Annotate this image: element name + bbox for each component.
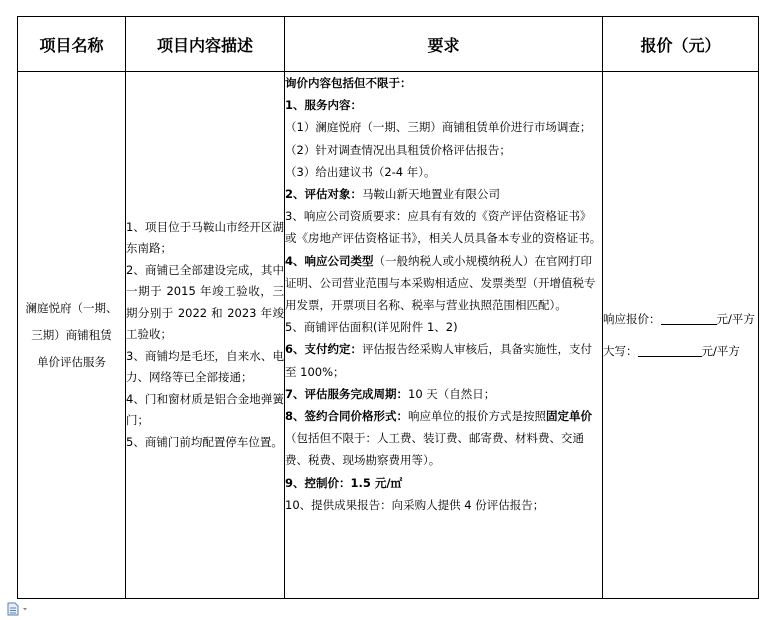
project-name-cell xyxy=(18,72,126,599)
quotation-table xyxy=(17,16,759,599)
contract-price-form: 8、签约合同价格形式：响应单位的报价方式是按照固定单价（包括但不限于：人工费、装订费、邮寄费、材料费、交通费、税费、现场勘察费用等）。 xyxy=(285,409,593,468)
company-type: 4、响应公司类型（一般纳税人或小规模纳税人）在官网打印证明、公司营业范围与本采购相适应、发票类型（开增值税专用发票，开票项目名称、税率与营业执照范围相匹配）。 xyxy=(285,253,596,313)
qualification-requirement: 3、响应公司资质要求：应具有有效的《资产评估资格证书》或《房地产评估资格证书》，相关人员具备本专业的资格证书。 xyxy=(285,209,602,246)
table-header-row xyxy=(18,17,759,72)
payment-terms: 6、支付约定：评估报告经采购人审核后，具备实施性，支付至 100%； xyxy=(285,342,593,379)
control-price: 9、控制价：1.5 元/㎡ xyxy=(285,475,403,490)
service-content-item: （1）澜庭悦府（一期、三期）商铺租赁单价进行市场调查； xyxy=(285,120,592,135)
capital-price-unit: 元/平方 xyxy=(701,344,740,358)
service-content-item: （3）给出建议书（2-4 年）。 xyxy=(285,164,436,179)
service-content-item: （2）针对调查情况出具租赁价格评估报告； xyxy=(285,142,511,157)
description-item: 3、商铺均是毛坯，自来水、电力、网络等已全部接通； xyxy=(126,348,284,385)
description-item: 5、商铺门前均配置停车位置。 xyxy=(126,434,283,449)
service-period: 7、评估服务完成周期：10 天（自然日； xyxy=(285,386,496,401)
quote-cell xyxy=(603,72,759,599)
capital-price-line xyxy=(603,335,758,367)
requirements-intro: 询价内容包括但不限于： xyxy=(285,76,412,90)
requirements-cell xyxy=(285,72,603,599)
description-item: 2、商铺已全部建设完成，其中一期于 2015 年竣工验收，三期分别于 2022 和 2023 年竣工验收； xyxy=(126,262,284,342)
evaluation-area: 5、商铺评估面积(详见附件 1、2) xyxy=(285,320,458,335)
header-requirements: 要求 xyxy=(285,17,603,72)
description-item: 1、项目位于马鞍山市经开区湖东南路； xyxy=(126,219,284,256)
response-price-blank[interactable] xyxy=(661,310,717,325)
capital-price-blank[interactable] xyxy=(638,342,702,357)
table-row xyxy=(18,72,759,599)
project-name-line: 澜庭悦府（一期、 xyxy=(25,300,118,315)
response-price-line xyxy=(603,303,758,335)
deliverable-report: 10、提供成果报告：向采购人提供 4 份评估报告； xyxy=(285,497,545,512)
description-item: 4、门和窗材质是铝合金地弹簧门； xyxy=(126,391,284,428)
evaluation-object: 2、评估对象：马鞍山新天地置业有限公司 xyxy=(285,187,501,202)
response-price-unit: 元/平方 xyxy=(716,312,755,326)
project-name-line: 单价评估服务 xyxy=(37,354,106,369)
project-name-line: 三期）商铺租赁 xyxy=(31,327,112,342)
service-content-title: 1、服务内容： xyxy=(285,98,363,113)
header-project-name: 项目名称 xyxy=(18,17,126,72)
header-quote: 报价（元） xyxy=(603,17,759,72)
document-icon[interactable] xyxy=(6,601,36,615)
capital-price-label: 大写： xyxy=(603,344,638,358)
response-price-label: 响应报价： xyxy=(603,312,661,326)
header-project-description: 项目内容描述 xyxy=(126,17,285,72)
project-description-cell xyxy=(126,72,285,599)
